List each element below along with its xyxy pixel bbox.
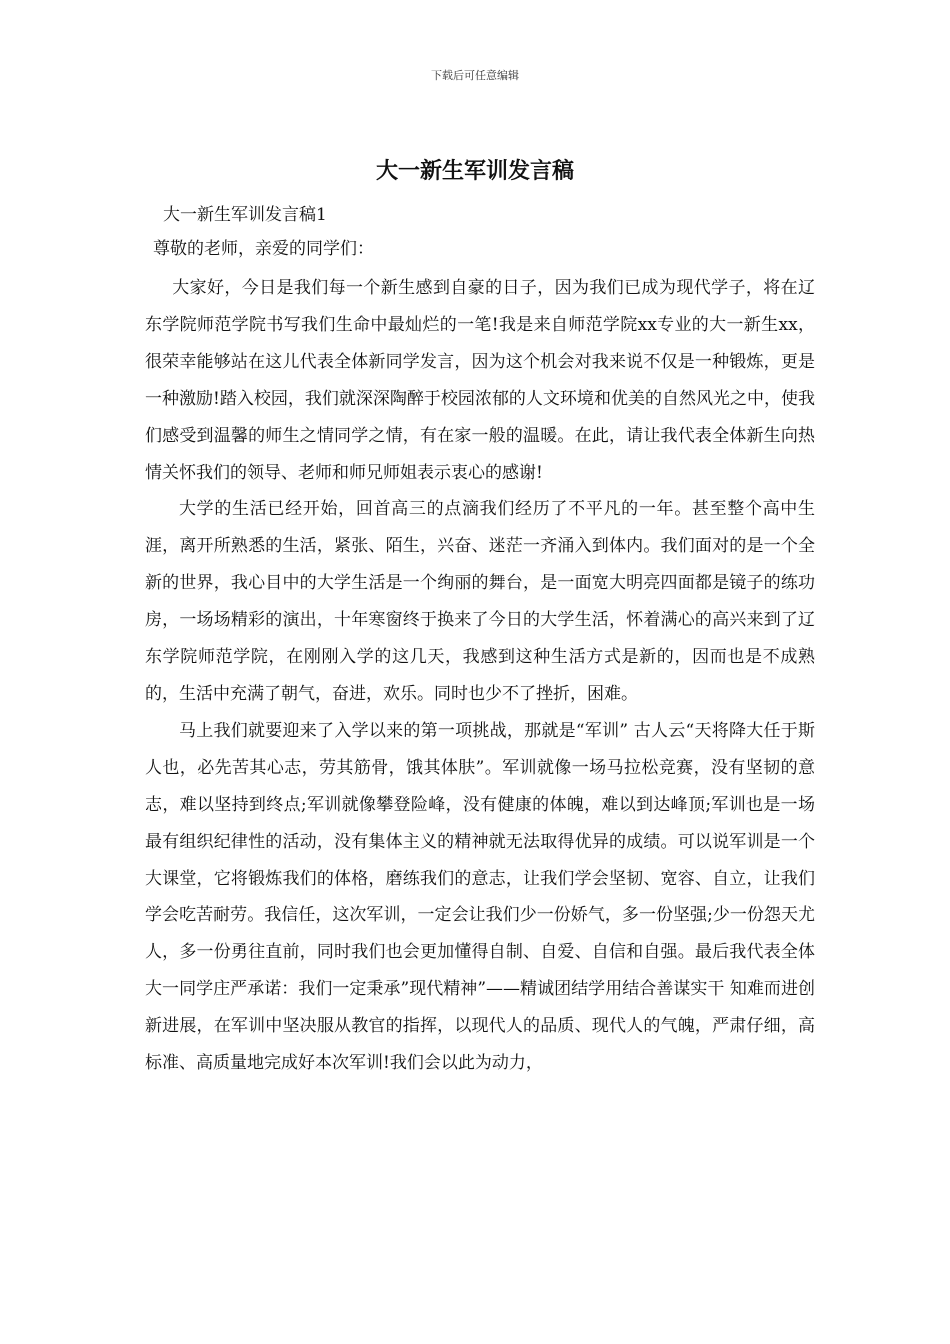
speech-body [145, 270, 815, 1082]
paragraph-1: 大家好，今日是我们每一个新生感到自豪的日子，因为我们已成为现代学子，将在辽东学院师范学院书写我们生命中最灿烂的一笔!我是来自师范学院xx专业的大一新生xx，很荣幸能够站在这儿代表全体新同学发言，因为这个机会对我来说不仅是一种锻炼，更是一种激励!踏入校园，我们就深深陶醉于校园浓郁的人文环境和优美的自然风光之中，使我们感受到温馨的师生之情同学之情，有在家一般的温暖。在此，请让我代表全体新生向热情关怀我们的领导、老师和师兄师姐表示衷心的感谢! [145, 278, 815, 483]
greeting-line: 尊敬的老师，亲爱的同学们： [153, 239, 374, 259]
document-title: 大一新生军训发言稿 [375, 158, 574, 184]
section-subtitle: 大一新生军训发言稿1 [163, 205, 327, 225]
paragraph-2: 大学的生活已经开始，回首高三的点滴我们经历了不平凡的一年。甚至整个高中生涯，离开所熟悉的生活，紧张、陌生，兴奋、迷茫一齐涌入到体内。我们面对的是一个全新的世界，我心目中的大学生活是一个绚丽的舞台，是一面宽大明亮四面都是镜子的练功房，一场场精彩的演出，十年寒窗终于换来了今日的大学生活，怀着满心的高兴来到了辽东学院师范学院，在刚刚入学的这几天，我感到这种生活方式是新的，因而也是不成熟的，生活中充满了朝气，奋进，欢乐。同时也少不了挫折，困难。 [145, 499, 815, 704]
header-note: 下载后可任意编辑 [431, 69, 519, 82]
paragraph-3: 马上我们就要迎来了入学以来的第一项挑战，那就是“军训” 古人云“天将降大任于斯人也，必先苦其心志，劳其筋骨，饿其体肤”。军训就像一场马拉松竞赛，没有坚韧的意志，难以坚持到终点;军训就像攀登险峰，没有健康的体魄，难以到达峰顶;军训也是一场最有组织纪律性的活动，没有集体主义的精神就无法取得优异的成绩。可以说军训是一个大课堂，它将锻炼我们的体格，磨练我们的意志，让我们学会坚韧、宽容、自立，让我们学会吃苦耐劳。我信任，这次军训，一定会让我们少一份娇气，多一份坚强;少一份怨天尤人，多一份勇往直前，同时我们也会更加懂得自制、自爱、自信和自强。最后我代表全体大一同学庄严承诺：我们一定秉承”现代精神”——精诚团结学用结合善谋实干 知难而进创新进展，在军训中坚决服从教官的指挥，以现代人的品质、现代人的气魄，严肃仔细，高标准、高质量地完成好本次军训!我们会以此为动力， [145, 720, 815, 1074]
